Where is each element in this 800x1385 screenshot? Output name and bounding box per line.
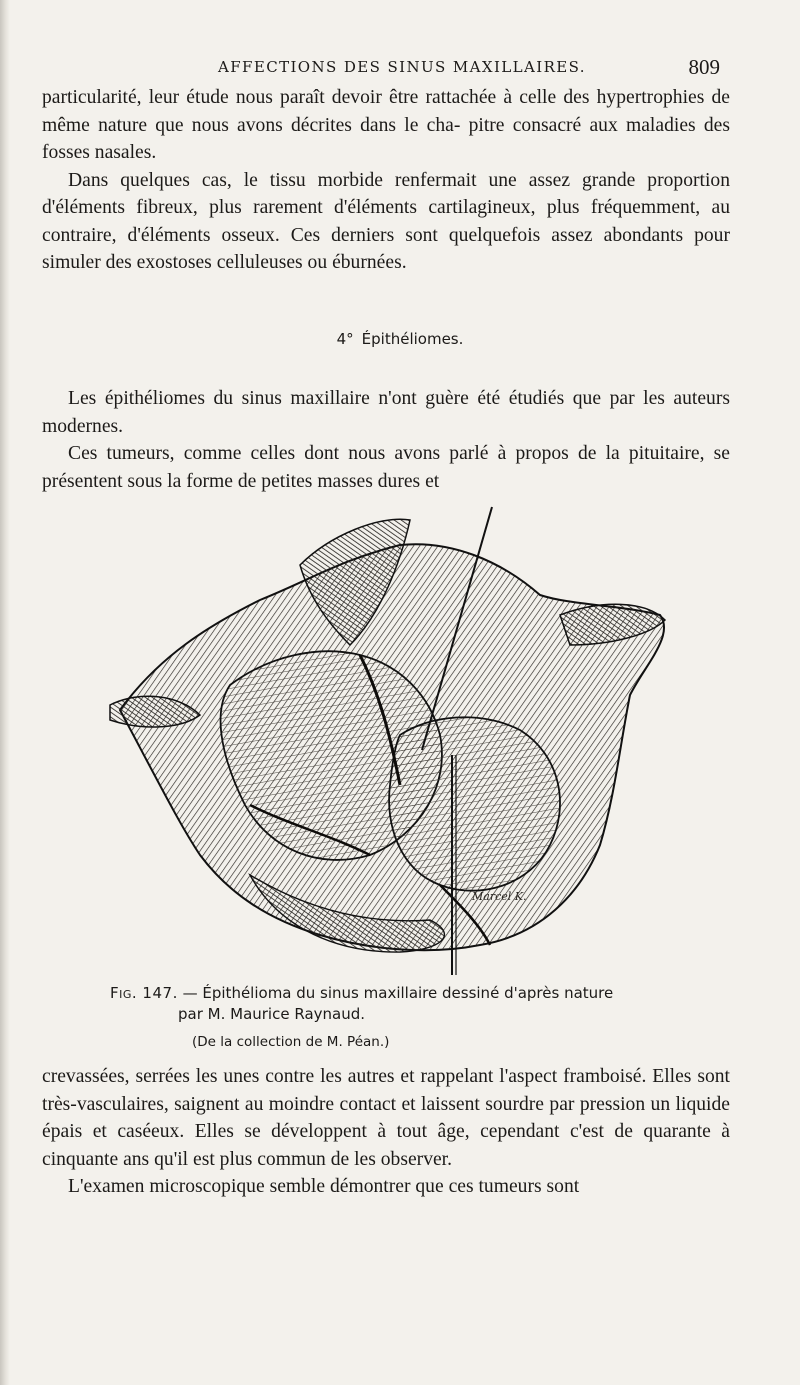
text-line: hypertrophies de même nature que nous avons décrites dans le cha- [42,87,730,136]
text-line: laissent sourdre par pression un liquide épais et caséeux. Elles se [42,1093,730,1142]
text-block-top [42,84,730,277]
caption-source: (De la collection de M. Péan.) [192,1034,390,1050]
caption-line: par M. Maurice Raynaud. [178,1005,366,1023]
paragraph-tumeurs [42,440,730,495]
text-line: proportion d'éléments fibreux, plus rarement d'éléments cartilagineux, [42,169,730,218]
paragraph-examen [42,1173,730,1201]
text-block-middle [42,385,730,495]
text-line: quelquefois assez abondants pour simuler des exostoses celluleuses ou [42,224,730,273]
text-line: Ces tumeurs, comme celles dont nous avons parlé à propos de la [68,443,620,464]
text-line: framboisé. Elles sont très-vasculaires, saignent au moindre contact et [42,1066,730,1115]
text-line: éburnées. [332,252,407,273]
text-line: par les auteurs modernes. [42,388,731,437]
section-number: 4° [336,330,354,348]
figure-label: Fig. 147. [110,984,178,1002]
paragraph-tissue [42,167,730,277]
paragraph-crevassees [42,1063,730,1173]
paragraph-epitheliomes [42,385,730,440]
running-head [40,55,720,84]
engraver-signature: Marcel K. [472,890,527,903]
text-line: pitre consacré aux maladies des fosses nasales. [42,114,730,163]
caption-text: — Épithélioma du sinus maxillaire dessiné d'après nature [182,984,614,1002]
text-line: Les épithéliomes du sinus maxillaire n'ont guère été étudiés que [68,388,602,409]
text-line: Dans quelques cas, le tissu morbide renfermait une assez grande [68,169,636,191]
page-binding-edge [0,0,10,1385]
caption-line [100,983,720,1004]
figure-caption [100,983,720,1053]
section-title: Épithéliomes. [361,330,464,348]
paragraph-continuation [42,84,730,167]
figure-engraving [100,505,700,975]
section-heading [0,330,800,348]
anatomical-engraving-illustration [100,505,700,975]
text-line: particularité, leur étude nous paraît devoir être rattachée à celle des [42,87,590,108]
text-line: crevassées, serrées les unes contre les autres et rappelant l'aspect [42,1066,558,1087]
text-line: développent à tout âge, cependant c'est de quarante à cinquante ans [42,1121,731,1170]
running-title: AFFECTIONS DES SINUS MAXILLAIRES. [218,58,586,76]
text-block-bottom [42,1063,730,1201]
tumor-lobe-shape [389,717,560,890]
text-line: L'examen microscopique semble démontrer que ces tumeurs sont [68,1176,580,1197]
text-line: pituitaire, se présentent sous la forme de petites masses dures et [42,443,730,492]
page-number: 809 [688,55,720,79]
text-line: plus fréquemment, au contraire, d'éléments osseux. Ces derniers sont [42,197,730,246]
text-line: qu'il est plus commun de les observer. [154,1148,453,1170]
